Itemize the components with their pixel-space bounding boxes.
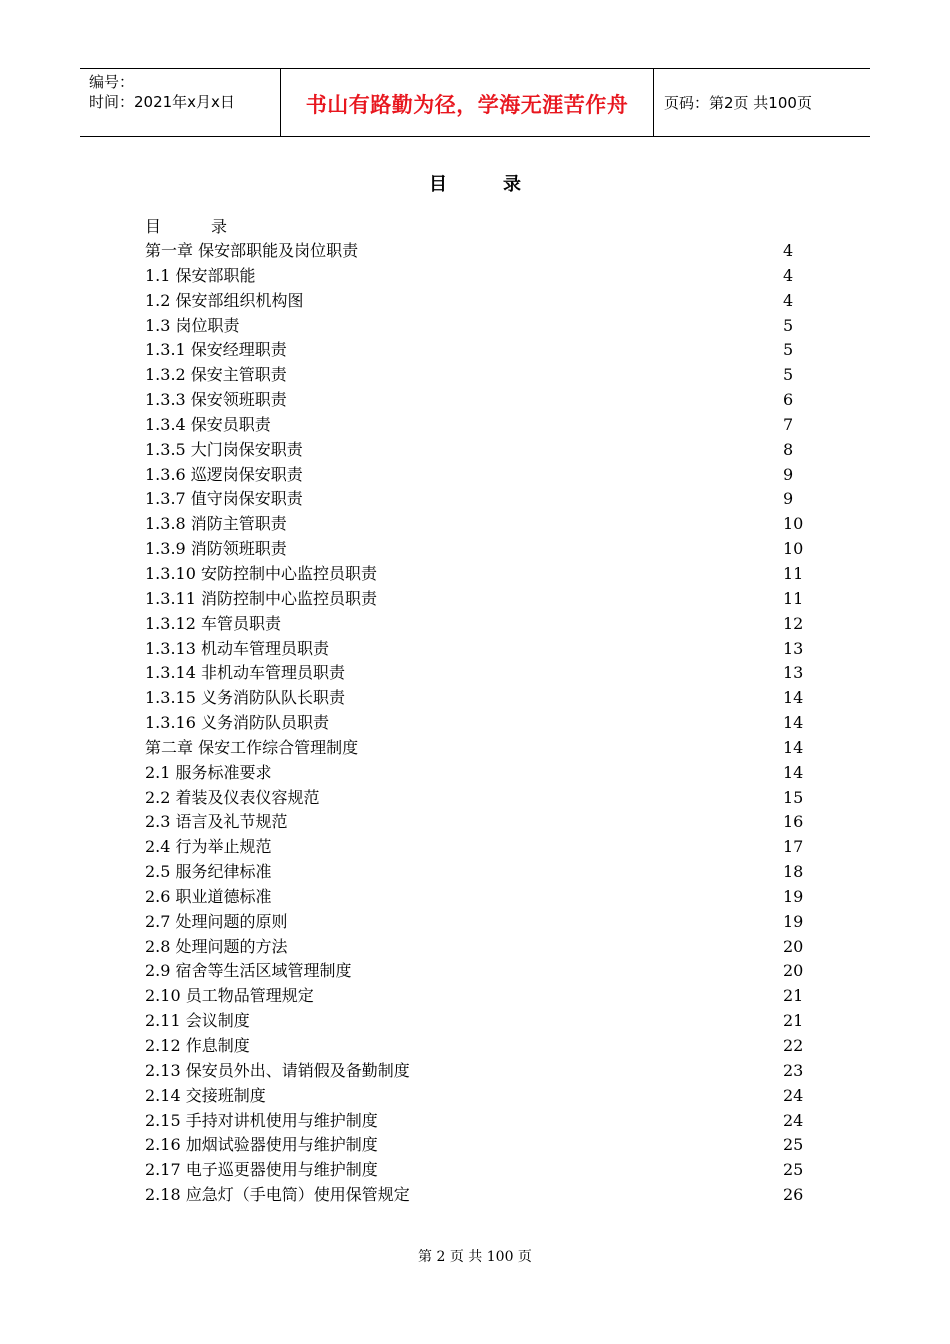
- toc-entry-label: 1.3.8 消防主管职责: [145, 514, 287, 534]
- toc-entry[interactable]: [145, 1084, 805, 1109]
- toc-entry-label: 2.7 处理问题的原则: [145, 911, 288, 931]
- toc-entry-label: 2.16 加烟试验器使用与维护制度: [145, 1135, 378, 1155]
- toc-entry-label: 2.10 员工物品管理规定: [145, 986, 314, 1006]
- toc-entry-page: 11: [783, 588, 804, 608]
- toc-entry[interactable]: [145, 885, 805, 910]
- toc-entry-page: 25: [783, 1160, 804, 1180]
- page-title: [0, 170, 950, 196]
- toc-entry-label: 第一章 保安部职能及岗位职责: [145, 241, 359, 260]
- toc-entry[interactable]: [145, 338, 805, 363]
- toc-entry-label: 1.3.2 保安主管职责: [145, 365, 287, 385]
- toc-entry-label: 2.15 手持对讲机使用与维护制度: [145, 1110, 378, 1130]
- toc-entry-page: 25: [783, 1135, 804, 1155]
- toc-entry-label: 1.3.11 消防控制中心监控员职责: [145, 588, 377, 608]
- toc-heading-char-2: 录: [211, 217, 228, 236]
- toc-entry-label: 1.3.14 非机动车管理员职责: [145, 663, 345, 683]
- toc-entry[interactable]: [145, 314, 805, 339]
- toc-entry-page: 24: [783, 1110, 804, 1130]
- toc-entry-label: 1.3 岗位职责: [145, 315, 240, 335]
- toc-entry-label: 1.1 保安部职能: [145, 265, 256, 285]
- toc-heading-char-1: 目: [145, 217, 162, 236]
- toc-entry-page: 5: [783, 340, 794, 360]
- toc-entry[interactable]: [145, 935, 805, 960]
- toc-entry-page: 14: [783, 737, 804, 757]
- toc-entry[interactable]: [145, 1059, 805, 1084]
- toc-entry[interactable]: [145, 1009, 805, 1034]
- toc-entry-page: 4: [783, 290, 794, 310]
- toc-entry[interactable]: [145, 835, 805, 860]
- header-meta: [80, 69, 281, 136]
- page-footer: 第 2 页 共 100 页: [418, 1249, 532, 1265]
- toc-entry[interactable]: [145, 587, 805, 612]
- toc-entry-label: 2.5 服务纪律标准: [145, 862, 272, 882]
- toc-entry[interactable]: [145, 537, 805, 562]
- toc-heading: [145, 214, 805, 239]
- toc-entry-page: 7: [783, 414, 794, 434]
- toc-entry-page: 18: [783, 862, 804, 882]
- toc-entry-page: 5: [783, 315, 794, 335]
- toc-entry[interactable]: [145, 388, 805, 413]
- toc-entry[interactable]: [145, 413, 805, 438]
- toc-entry-page: 5: [783, 365, 794, 385]
- toc-entry-page: 13: [783, 663, 804, 683]
- toc-entry-page: 19: [783, 911, 804, 931]
- page-info: 页码：第2页 共100页: [664, 94, 812, 112]
- toc-entry[interactable]: [145, 562, 805, 587]
- motto: 书山有路勤为径，学海无涯苦作舟: [305, 92, 629, 117]
- toc-entry[interactable]: [145, 637, 805, 662]
- toc-entry-page: 20: [783, 936, 804, 956]
- toc-entry[interactable]: [145, 860, 805, 885]
- toc-entry-page: 23: [783, 1060, 804, 1080]
- toc-entry-page: 10: [783, 514, 804, 534]
- time-label: 时间：2021年x月x日: [89, 93, 235, 111]
- toc-entry[interactable]: [145, 686, 805, 711]
- toc-entry-page: 24: [783, 1085, 804, 1105]
- toc-rows: [145, 239, 805, 1208]
- toc-entry-label: 2.6 职业道德标准: [145, 886, 272, 906]
- toc-entry[interactable]: [145, 810, 805, 835]
- toc-entry-page: 20: [783, 961, 804, 981]
- toc-entry[interactable]: [145, 910, 805, 935]
- toc-entry-page: 13: [783, 638, 804, 658]
- toc-entry-label: 1.3.4 保安员职责: [145, 414, 271, 434]
- toc-entry-label: 2.3 语言及礼节规范: [145, 812, 288, 832]
- toc-entry-label: 1.2 保安部组织机构图: [145, 290, 304, 310]
- toc-entry-page: 14: [783, 762, 804, 782]
- toc-entry-page: 9: [783, 464, 794, 484]
- toc-entry-label: 1.3.10 安防控制中心监控员职责: [145, 563, 377, 583]
- toc-entry-label: 2.2 着装及仪表仪容规范: [145, 787, 320, 807]
- toc-entry[interactable]: [145, 1183, 805, 1208]
- header-page-info-cell: [654, 69, 870, 136]
- toc-entry[interactable]: [145, 512, 805, 537]
- toc-entry[interactable]: [145, 761, 805, 786]
- toc-entry[interactable]: [145, 1109, 805, 1134]
- toc-entry[interactable]: [145, 661, 805, 686]
- toc-entry-label: 1.3.16 义务消防队员职责: [145, 713, 329, 733]
- toc-entry[interactable]: [145, 463, 805, 488]
- toc-entry-page: 10: [783, 539, 804, 559]
- toc-entry-page: 11: [783, 563, 804, 583]
- toc-entry-label: 2.17 电子巡更器使用与维护制度: [145, 1160, 378, 1180]
- toc-entry-label: 2.11 会议制度: [145, 1011, 250, 1031]
- toc-entry-label: 1.3.12 车管员职责: [145, 613, 281, 633]
- toc-entry[interactable]: [145, 438, 805, 463]
- toc-entry[interactable]: [145, 959, 805, 984]
- title-char-1: 目: [429, 174, 447, 195]
- toc-entry-page: 8: [783, 439, 794, 459]
- toc-entry[interactable]: [145, 363, 805, 388]
- toc-entry[interactable]: [145, 612, 805, 637]
- toc-entry-page: 22: [783, 1036, 804, 1055]
- toc-entry-label: 第二章 保安工作综合管理制度: [145, 737, 359, 757]
- toc-entry-label: 2.14 交接班制度: [145, 1085, 266, 1105]
- page-header: [80, 68, 870, 137]
- title-char-2: 录: [503, 174, 521, 195]
- code-label: 编号：: [89, 73, 135, 91]
- toc-entry-label: 1.3.6 巡逻岗保安职责: [145, 464, 303, 484]
- toc-entry-page: 14: [783, 713, 804, 733]
- toc-entry[interactable]: [145, 487, 805, 512]
- toc-entry-label: 2.8 处理问题的方法: [145, 936, 288, 956]
- toc-entry-page: 6: [783, 390, 794, 410]
- toc-entry[interactable]: [145, 984, 805, 1009]
- toc-entry-label: 2.18 应急灯（手电筒）使用保管规定: [145, 1185, 410, 1205]
- toc-entry-label: 1.3.5 大门岗保安职责: [145, 439, 303, 459]
- toc-entry-label: 1.3.1 保安经理职责: [145, 340, 287, 360]
- toc-entry[interactable]: [145, 239, 805, 264]
- toc-entry-page: 17: [783, 837, 804, 857]
- toc-entry-page: 15: [783, 787, 804, 807]
- toc-entry[interactable]: [145, 736, 805, 761]
- toc-entry-page: 4: [783, 265, 794, 285]
- toc-entry-page: 19: [783, 886, 804, 906]
- toc-entry-page: 14: [783, 688, 804, 708]
- toc-entry-page: 12: [783, 613, 804, 633]
- toc-entry-label: 1.3.7 值守岗保安职责: [145, 489, 303, 509]
- toc-entry-label: 1.3.9 消防领班职责: [145, 539, 287, 559]
- toc-entry[interactable]: [145, 1158, 805, 1183]
- toc-entry[interactable]: [145, 289, 805, 314]
- header-motto-cell: [281, 69, 654, 136]
- toc-entry[interactable]: [145, 1133, 805, 1158]
- toc-entry[interactable]: [145, 711, 805, 736]
- toc-entry[interactable]: [145, 786, 805, 811]
- toc-entry-page: 4: [783, 241, 794, 260]
- toc-entry-page: 16: [783, 812, 804, 832]
- toc-entry-label: 1.3.13 机动车管理员职责: [145, 638, 329, 658]
- toc-entry-label: 2.1 服务标准要求: [145, 762, 272, 782]
- toc-entry-page: 21: [783, 1011, 804, 1031]
- toc-entry-label: 2.12 作息制度: [145, 1036, 250, 1055]
- toc-entry-page: 21: [783, 986, 804, 1006]
- toc-entry-page: 9: [783, 489, 794, 509]
- toc-entry-label: 2.9 宿舍等生活区域管理制度: [145, 961, 352, 981]
- toc-entry-page: 26: [783, 1185, 804, 1205]
- toc-entry-label: 1.3.3 保安领班职责: [145, 390, 287, 410]
- toc-entry-label: 2.13 保安员外出、请销假及备勤制度: [145, 1060, 410, 1080]
- toc-entry-label: 2.4 行为举止规范: [145, 837, 272, 857]
- toc-entry[interactable]: [145, 1034, 805, 1059]
- table-of-contents: [145, 214, 805, 1208]
- toc-entry-label: 1.3.15 义务消防队队长职责: [145, 688, 345, 708]
- toc-entry[interactable]: [145, 264, 805, 289]
